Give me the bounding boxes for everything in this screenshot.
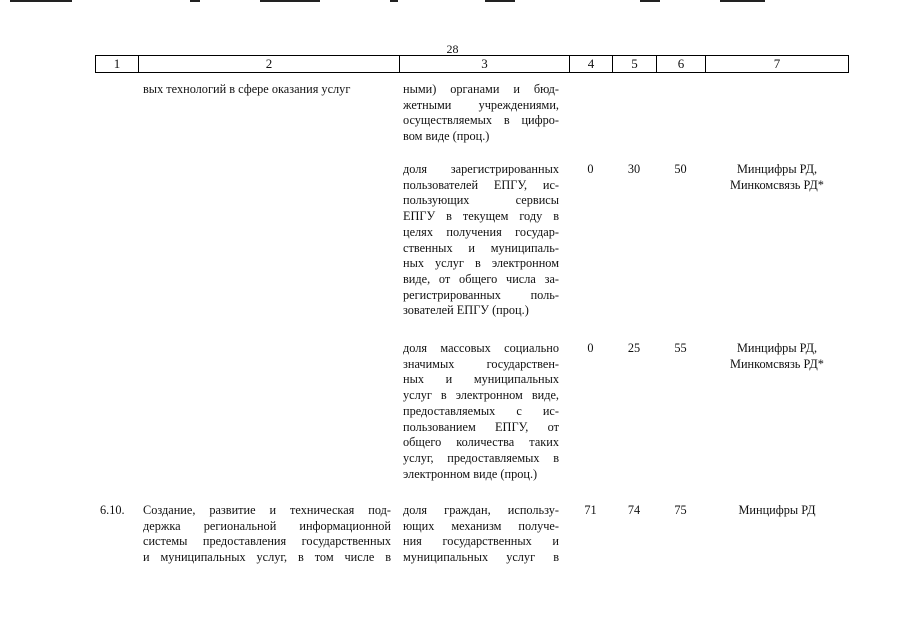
text-line: жетными учреждениями, <box>403 97 559 112</box>
text-line: доля массовых социально <box>403 341 559 355</box>
text-line: осуществляемых в цифро- <box>403 113 559 128</box>
text-line: ных и муниципальных <box>403 372 559 387</box>
text-line: Минкомсвязь РД* <box>730 356 824 371</box>
text-line: доля граждан, использу- <box>403 503 559 517</box>
text-line: муниципальных услуг в <box>403 550 559 565</box>
text-line: вом виде (проц.) <box>403 129 490 144</box>
text-line: ственных и муниципаль- <box>403 240 559 255</box>
value-col-4: 0 <box>587 341 594 355</box>
header-col-2: 2 <box>138 56 399 72</box>
text-line: регистрированных поль- <box>403 287 559 302</box>
text-line: вых технологий в сфере оказания услуг <box>143 82 351 96</box>
page-number: 28 <box>446 42 459 56</box>
value-col-5: 25 <box>627 341 641 355</box>
scan-edge-mark <box>720 0 765 2</box>
value-col-5: 30 <box>627 162 641 176</box>
table-header <box>95 55 849 73</box>
text-line: и муниципальных услуг, в том числе в <box>143 550 391 565</box>
responsible-cell <box>705 162 849 193</box>
scan-edge-mark <box>260 0 320 2</box>
text-line: целях получения государ- <box>403 224 559 239</box>
value-col-4: 0 <box>587 162 594 176</box>
text-line: зователей ЕПГУ (проц.) <box>403 303 529 318</box>
text-line: значимых государствен- <box>403 356 559 371</box>
text-line: услуг, предоставляемых в <box>403 450 559 465</box>
text-line: пользующих сервисы <box>403 193 559 208</box>
text-line: Минцифры РД <box>738 503 816 517</box>
text-line: электронном виде (проц.) <box>403 466 538 481</box>
header-col-6: 6 <box>656 56 705 72</box>
text-line: услуг в электронном виде, <box>403 388 559 403</box>
text-line: держка региональной информационной <box>143 518 391 533</box>
text-line: Минкомсвязь РД* <box>730 177 824 192</box>
text-line: пользованием ЕПГУ, от <box>403 419 559 434</box>
text-line: предоставляемых с ис- <box>403 403 559 418</box>
text-line: ными) органами и бюд- <box>403 82 559 96</box>
value-col-4: 71 <box>584 503 597 517</box>
text-line: Создание, развитие и техническая под- <box>143 503 391 517</box>
text-line: ния государственных и <box>403 534 559 549</box>
responsible-cell <box>705 341 849 372</box>
indicator-cell <box>403 503 559 566</box>
text-line: пользователей ЕПГУ, ис- <box>403 177 559 192</box>
header-col-5: 5 <box>612 56 656 72</box>
value-col-6: 55 <box>674 341 687 355</box>
scan-edge-mark <box>485 0 515 2</box>
text-line: общего количества таких <box>403 435 559 450</box>
header-col-7: 7 <box>705 56 849 72</box>
text-line: ЕПГУ в текущем году в <box>403 209 559 224</box>
header-col-3: 3 <box>399 56 569 72</box>
value-col-6: 75 <box>674 503 687 517</box>
indicator-cell <box>403 82 559 145</box>
scan-edge-mark <box>10 0 72 2</box>
responsible-cell <box>705 503 849 519</box>
text-line: ющих механизм получе- <box>403 518 559 533</box>
scan-edge-mark <box>190 0 200 2</box>
scan-edge-mark <box>390 0 398 2</box>
indicator-cell <box>403 341 559 482</box>
text-line: Минцифры РД, <box>736 341 818 355</box>
value-col-6: 50 <box>674 162 687 176</box>
value-col-5: 74 <box>627 503 641 517</box>
header-col-4: 4 <box>569 56 612 72</box>
row-number: 6.10. <box>100 503 125 517</box>
scan-edge-mark <box>640 0 660 2</box>
header-col-1: 1 <box>95 56 138 72</box>
text-line: виде, от общего числа за- <box>403 271 559 286</box>
event-cell <box>143 82 391 98</box>
text-line: системы предоставления государственных <box>143 534 391 549</box>
text-line: доля зарегистрированных <box>403 162 559 176</box>
event-cell <box>143 503 391 566</box>
indicator-cell <box>403 162 559 319</box>
text-line: Минцифры РД, <box>736 162 818 176</box>
text-line: ных услуг в электронном <box>403 256 559 271</box>
